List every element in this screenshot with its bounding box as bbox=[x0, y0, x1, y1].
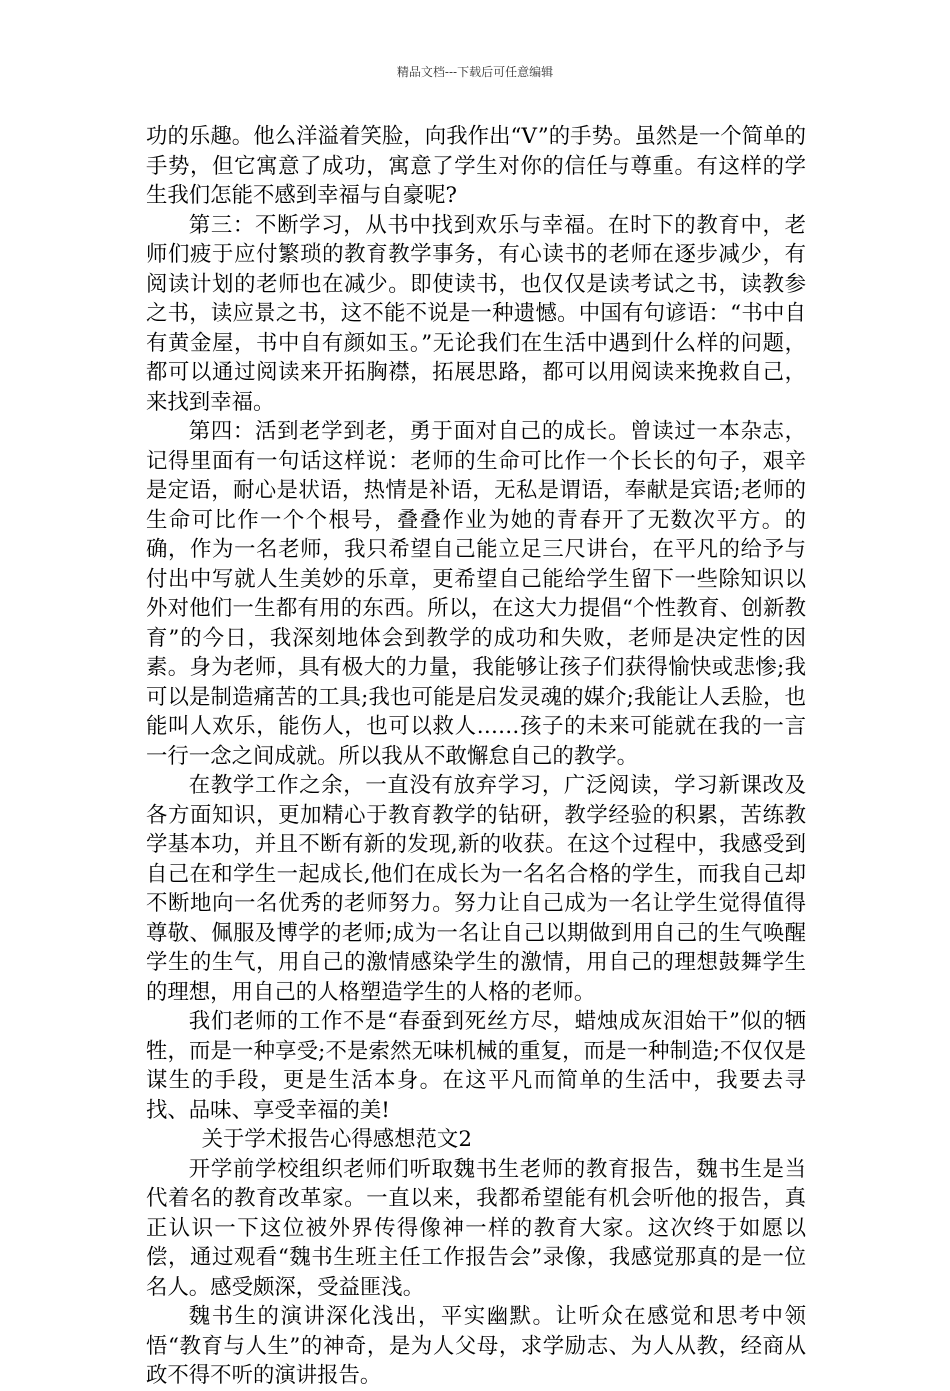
section-title: 关于学术报告心得感想范文2 bbox=[201, 1127, 472, 1152]
paragraph-report-intro: 开学前学校组织老师们听取魏书生老师的教育报告，魏书生是当代着名的教育改革家。一直以来，我都希望能有机会听他的报告，真正认识一下这位被外界传得像神一样的教育大家。这次终于如愿以偿，通过观看“魏书生班主任工作报告会”录像，我感觉那真的是一位名人。感受颇深，受益匪浅。 bbox=[146, 1156, 806, 1300]
paragraph-learning: 在教学工作之余，一直没有放弃学习，广泛阅读，学习新课改及各方面知识，更加精心于教育教学的钻研，教学经验的积累，苦练教学基本功，并且不断有新的发现,新的收获。在这个过程中，我感受到自己在和学生一起成长,他们在成长为一名名合格的学生，而我自己却不断地向一名优秀的老师努力。努力让自己成为一名让学生觉得值得尊敬、佩服及博学的老师;成为一名让自己以期做到用自己的生气唤醒学生的生气，用自己的激情感染学生的激情，用自己的理想鼓舞学生的理想，用自己的人格塑造学生的人格的老师。 bbox=[146, 773, 806, 1005]
paragraph-speech: 魏书生的演讲深化浅出，平实幽默。让听众在感觉和思考中领悟“教育与人生”的神奇，是为人父母，求学励志、为人从教，经商从政不得不听的演讲报告。 bbox=[146, 1304, 806, 1388]
paragraph-fourth-point: 第四：活到老学到老，勇于面对自己的成长。曾读过一本杂志，记得里面有一句话这样说：老师的生命可比作一个长长的句子，艰辛是定语，耐心是状语，热情是补语，无私是谓语，奉献是宾语;老师的生命可比作一个个根号，叠叠作业为她的青春开了无数次平方。的确，作为一名老师，我只希望自己能立足三尺讲台，在平凡的给予与付出中写就人生美妙的乐章，更希望自己能给学生留下一些除知识以外对他们一生都有用的东西。所以，在这大力提倡“个性教育、创新教育”的今日，我深刻地体会到教学的成功和失败，老师是决定性的因素。身为老师，具有极大的力量，我能够让孩子们获得愉快或悲惨;我可以是制造痛苦的工具;我也可能是启发灵魂的媒介;我能让人丢脸，也能叫人欢乐，能伤人，也可以救人……孩子的未来可能就在我的一言一行一念之间成就。所以我从不敢懈怠自己的教学。 bbox=[146, 419, 806, 769]
page-header: 精品文档---下载后可任意编辑 bbox=[396, 65, 554, 79]
paragraph-third-point: 第三：不断学习，从书中找到欢乐与幸福。在时下的教育中，老师们疲于应付繁琐的教育教学事务，有心读书的老师在逐步减少，有阅读计划的老师也在减少。即使读书，也仅仅是读考试之书，读教参之书，读应景之书，这不能不说是一种遗憾。中国有句谚语：“书中自有黄金屋，书中自有颜如玉。”无论我们在生活中遇到什么样的问题，都可以通过阅读来开拓胸襟，拓展思路，都可以用阅读来挽救自己，来找到幸福。 bbox=[146, 212, 806, 415]
paragraph-enjoyment: 我们老师的工作不是“春蚕到死丝方尽，蜡烛成灰泪始干”似的牺牲，而是一种享受;不是索然无味机械的重复，而是一种制造;不仅仅是谋生的手段，更是生活本身。在这平凡而简单的生活中，我要去寻找、品味、享受幸福的美! bbox=[146, 1009, 806, 1123]
paragraph-continuation: 功的乐趣。他么洋溢着笑脸，向我作出“V”的手势。虽然是一个简单的手势，但它寓意了成功，寓意了学生对你的信任与尊重。有这样的学生我们怎能不感到幸福与自豪呢? bbox=[146, 124, 806, 208]
document-body bbox=[146, 122, 806, 1391]
